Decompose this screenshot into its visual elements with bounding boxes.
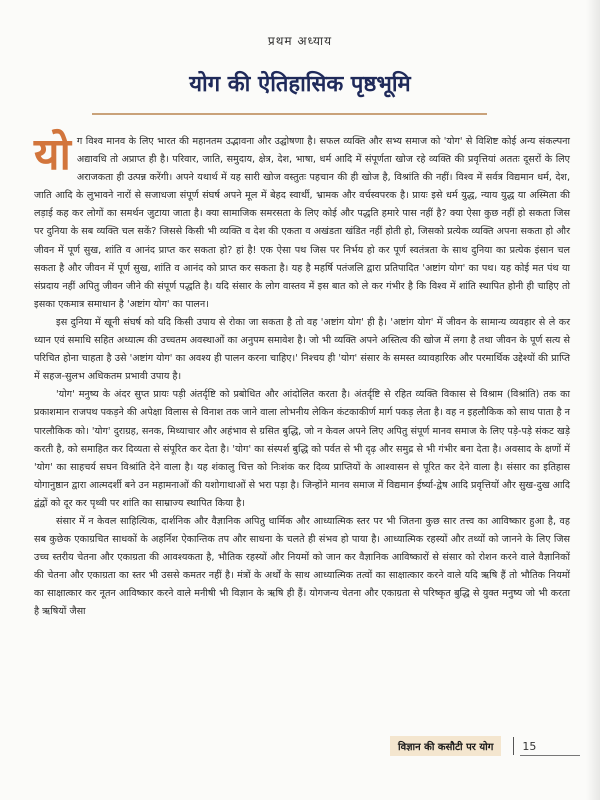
paragraph-1-text: ग विश्व मानव के लिए भारत की महानतम उद्भावना और उद्घोषणा है। सफल व्यक्ति और सभ्य समाज को 'योग' से विशिष्ट कोई अन्य संकल्पना अद्यावधि तो अप्राप्त ही है। परिवार, जाति, समुदाय, क्षेत्र, देश, भाषा, धर्म आदि में संपूर्णता खोज रहे व्यक्ति की प्रवृत्तियां अततः दूसरों के लिए अराजकता ही उत्पन्न करेंगी। अपने यथार्थ में यह सारी खोज वस्तुतः पहचान की ही खोज है, विश्रांति की नहीं। विश्व में सर्वत्र विद्यमान धर्म, देश, जाति आदि के लुभावने नारों से सजाधजा संपूर्ण संघर्ष अपने मूल में बेहद स्वार्थी, भ्रामक और वर्चस्वपरक है। प्रायः इसे धर्म युद्ध, न्याय युद्ध या अस्मिता की लड़ाई कह कर लोगों का समर्थन जुटाया जाता है। क्या सामाजिक समरसता के लिए कोई और पद्धति हमारे पास नहीं है? क्या ऐसा कुछ नहीं हो सकता जिस पर दुनिया के सब व्यक्ति चल सकें? जिससे किसी भी व्यक्ति व देश की एकता व अखंडता खंडित नहीं होती हो, जिसको प्रत्येक व्यक्ति अपना सकता हो और जीवन में पूर्ण सुख, शांति व आनंद प्राप्त कर सकता हो? हां है! एक ऐसा पथ जिस पर निर्भय हो कर पूर्ण स्वतंत्रता के साथ दुनिया का प्रत्येक इंसान चल सकता है और जीवन में पूर्ण सुख, शांति व आनंद को प्राप्त कर सकता है। यह है महर्षि पतंजलि द्वारा प्रतिपादित 'अष्टांग योग' का पथ। यह कोई मत पंथ या संप्रदाय नहीं अपितु जीवन जीने की संपूर्ण पद्धति है। यदि संसार के लोग वास्तव में इस बात को ले कर गंभीर है कि विश्व में शांति स्थापित होनी ही चाहिए तो इसका एकमात्र समाधान है 'अष्टांग योग' का पालन। [34,136,570,310]
body-text [34,129,570,622]
page-title: योग की ऐतिहासिक पृष्ठभूमि [189,72,411,97]
paragraph-1 [34,129,570,314]
chapter-label: प्रथम अध्याय [267,34,333,48]
paragraph-3: 'योग' मनुष्य के अंदर सुप्त प्रायः पड़ी अंतर्दृष्टि को प्रबोधित और आंदोलित करता है। अंतर्दृष्टि से रहित व्यक्ति विकास से विश्राम (विश्रांति) तक का प्रकाशमान राजपथ पकड़ने की अपेक्षा विलास से विनाश तक जाने वाला लोभनीय लेकिन कंटकाकीर्ण मार्ग पकड़ लेता है। वह न इहलौकिक को साध पाता है न पारलौकिक को। 'योग' दुराग्रह, सनक, मिथ्याचार और अहंभाव से ग्रसित बुद्धि, जो न केवल अपने लिए अपितु संपूर्ण मानव समाज के लिए पड़े-पड़े संकट खड़े करती है, को समाहित कर दिव्यता से संपूरित कर देता है। 'योग' का संस्पर्श बुद्धि को पर्वत से भी दृढ़ और समुद्र से भी गंभीर बना देता है। अवसाद के क्षणों में 'योग' का साहचर्य सघन विश्रांति देने वाला है। यह शंकालु चित्त को निःशंक कर दिव्य प्राप्तियों के आश्वासन से पूरित कर देने वाला है। संसार का इतिहास योगानुष्ठान द्वारा आत्मदर्शी बने उन महामनाओं की यशोगाथाओं से भरा पड़ा है। जिन्होंने मानव समाज में विद्यमान ईर्ष्या-द्वेष आदि प्रवृत्तियों और सुख-दुख आदि द्वंद्वों को दूर कर पृथ्वी पर शांति का साम्राज्य स्थापित किया है। [34,389,570,509]
paragraph-2: इस दुनिया में खूनी संघर्ष को यदि किसी उपाय से रोका जा सकता है तो वह 'अष्टांग योग' ही है। 'अष्टांग योग' में जीवन के सामान्य व्यवहार से ले कर ध्यान एवं समाधि सहित अध्यात्म की उच्चतम अवस्थाओं का अनुपम समावेश है। जो भी व्यक्ति अपने अस्तित्व की खोज में लगा है तथा जीवन के पूर्ण सत्य से परिचित होना चाहता है उसे 'अष्टांग योग' का अवश्य ही पालन करना चाहिए।' निश्चय ही 'योग' संसार के समस्त व्यावहारिक और परमार्थिक उद्देश्यों की प्राप्ति में सहज-सुलभ अधिकतम प्रभावी उपाय है। [34,316,570,383]
title-divider [92,113,487,115]
dropcap: यो [34,129,71,180]
page-footer [390,736,536,756]
page-edge-shadow [586,0,600,800]
footer-separator [513,737,514,755]
paragraph-4: संसार में न केवल साहित्यिक, दार्शनिक और वैज्ञानिक अपितु धार्मिक और आध्यात्मिक स्तर पर भी जितना कुछ सार तत्त्व का आविष्कार हुआ है, वह सब कुछेक एकाग्रचित साधकों के अहर्निश ऐकान्तिक तप और साधना के चलते ही संभव हो पाया है। आध्यात्मिक रहस्यों और तथ्यों को जानने के लिए जिस उच्च स्तरीय चेतना और एकाग्रता की आवश्यकता है, भौतिक रहस्यों और नियमों को जान कर वैज्ञानिक आविष्कारों से संसार को रोशन करने वाले वैज्ञानिकों की चेतना और एकाग्रता का स्तर भी उससे कमतर नहीं है। मंत्रों के अर्थों के साथ आध्यात्मिक तत्वों का साक्षात्कार करने वाले यदि ऋषि हैं तो भौतिक नियमों का साक्षात्कार कर नूतन आविष्कार करने वाले मनीषी भी विज्ञान के ऋषि ही हैं। योगजन्य चेतना और एकाग्रता से परिष्कृत बुद्धि से युक्त मनुष्य जो भी करता है ऋषियों जैसा [34,515,570,618]
footer-book-title: विज्ञान की कसौटी पर योग [390,736,501,756]
footer-rule [520,755,580,756]
page-number: 15 [522,739,537,753]
